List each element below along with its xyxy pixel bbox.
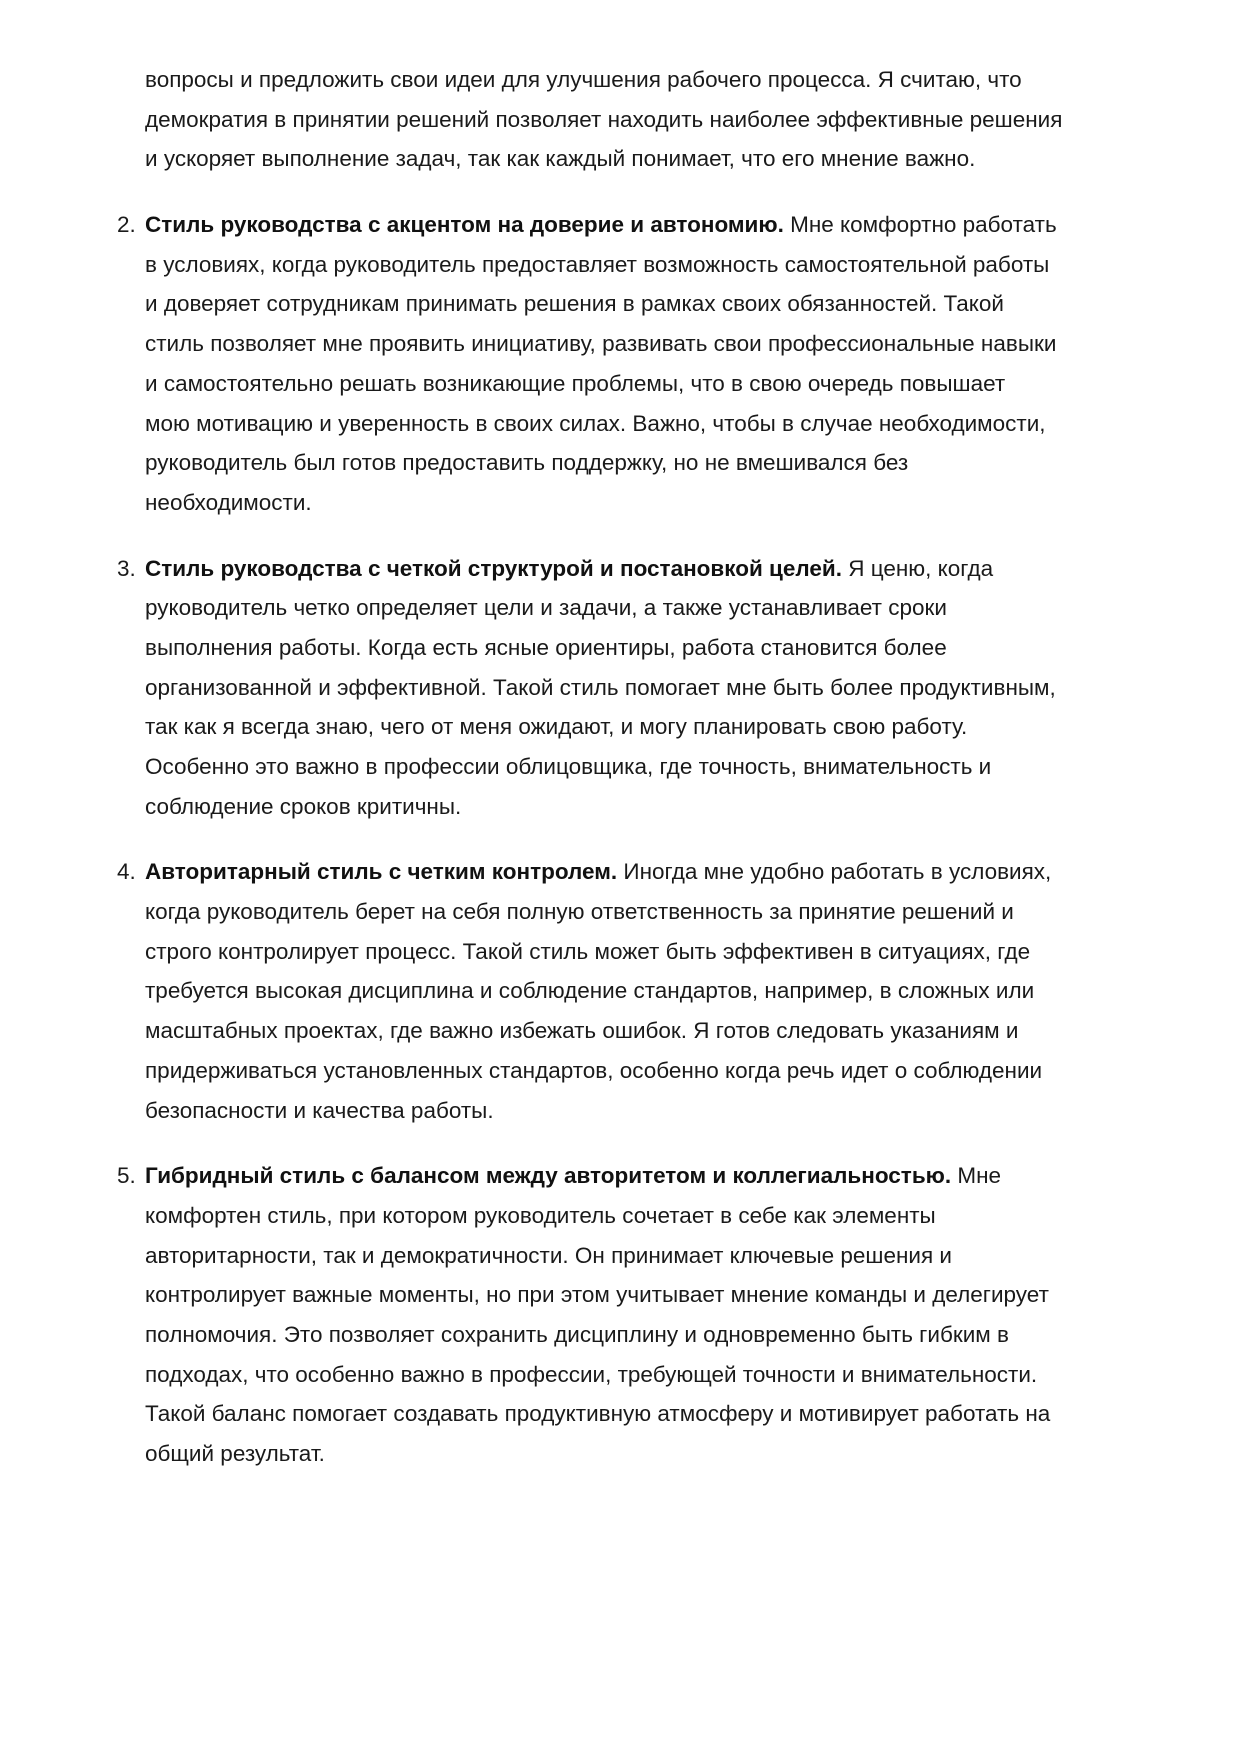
list-item-number: 3.	[117, 555, 136, 581]
text-line: когда руководитель берет на себя полную ответственность за принятие решений и	[145, 899, 1014, 925]
text-line: Особенно это важно в профессии облицовщика, где точность, внимательность и	[145, 754, 992, 779]
text-line	[145, 549, 1239, 589]
list-item-title: Стиль руководства с четкой структурой и постановкой целей.	[145, 555, 842, 581]
text-line: авторитарности, так и демократичности. Он принимает ключевые решения и	[145, 1242, 952, 1268]
list-item	[0, 549, 1239, 827]
list-item-number: 5.	[117, 1163, 136, 1189]
list-item	[0, 205, 1239, 523]
text-line: подходах, что особенно важно в профессии, требующей точности и внимательности.	[145, 1361, 1038, 1387]
text-line: выполнения работы. Когда есть ясные ориентиры, работа становится более	[145, 634, 947, 660]
list-item-title: Гибридный стиль с балансом между авторитетом и коллегиальностью.	[145, 1163, 952, 1189]
list-item-number: 2.	[117, 212, 136, 238]
text-line	[145, 1156, 1239, 1196]
list-item-title: Стиль руководства с акцентом на доверие и автономию.	[145, 212, 784, 238]
text-line: масштабных проектах, где важно избежать ошибок. Я готов следовать указаниям и	[145, 1018, 1019, 1044]
list-item-text: Иногда мне удобно работать в условиях,	[617, 859, 1052, 885]
text-line: в условиях, когда руководитель предоставляет возможность самостоятельной работы	[145, 251, 1050, 277]
text-line: организованной и эффективной. Такой стиль помогает мне быть более продуктивным,	[145, 674, 1056, 700]
text-line	[145, 205, 1239, 245]
text-line: строго контролирует процесс. Такой стиль может быть эффективен в ситуациях, где	[145, 938, 1031, 964]
list-item	[0, 852, 1239, 1130]
list-item	[0, 1156, 1239, 1474]
text-line: демократия в принятии решений позволяет находить наиболее эффективные решения	[145, 106, 1063, 132]
list-item-text: Я ценю, когда	[841, 555, 994, 581]
text-line: и ускоряет выполнение задач, так как каждый понимает, что его мнение важно.	[145, 146, 976, 172]
text-line: общий результат.	[145, 1441, 325, 1466]
list-item-text: Мне	[951, 1163, 1002, 1189]
text-line	[145, 852, 1239, 892]
text-line: руководитель четко определяет цели и задачи, а также устанавливает сроки	[145, 595, 947, 621]
text-line: требуется высокая дисциплина и соблюдение стандартов, например, в сложных или	[145, 978, 1035, 1004]
document-page	[0, 60, 1239, 1500]
text-line: придерживаться установленных стандартов, особенно когда речь идет о соблюдении	[145, 1057, 1043, 1083]
text-line: руководитель был готов предоставить поддержку, но не вмешивался без	[145, 450, 909, 476]
text-line: полномочия. Это позволяет сохранить дисциплину и одновременно быть гибким в	[145, 1321, 1009, 1347]
text-line: комфортен стиль, при котором руководитель сочетает в себе как элементы	[145, 1202, 936, 1228]
text-line: так как я всегда знаю, чего от меня ожидают, и могу планировать свою работу.	[145, 714, 968, 740]
text-line: вопросы и предложить свои идеи для улучшения рабочего процесса. Я считаю, что	[145, 67, 1022, 92]
text-line: и самостоятельно решать возникающие проблемы, что в свою очередь повышает	[145, 370, 1006, 396]
text-line: мою мотивацию и уверенность в своих силах. Важно, чтобы в случае необходимости,	[145, 410, 1046, 436]
list-item-text: Мне комфортно работать	[783, 212, 1057, 238]
text-line: необходимости.	[145, 489, 312, 515]
list-item-number: 4.	[117, 859, 136, 885]
text-line: безопасности и качества работы.	[145, 1097, 494, 1123]
text-line: контролирует важные моменты, но при этом учитывает мнение команды и делегирует	[145, 1282, 1049, 1308]
intro-paragraph	[0, 60, 1239, 179]
text-line: соблюдение сроков критичны.	[145, 793, 462, 819]
text-line: стиль позволяет мне проявить инициативу, развивать свои профессиональные навыки	[145, 331, 1057, 357]
text-line: Такой баланс помогает создавать продуктивную атмосферу и мотивирует работать на	[145, 1401, 1051, 1427]
text-line: и доверяет сотрудникам принимать решения в рамках своих обязанностей. Такой	[145, 291, 1004, 317]
list-item-title: Авторитарный стиль с четким контролем.	[145, 859, 618, 885]
